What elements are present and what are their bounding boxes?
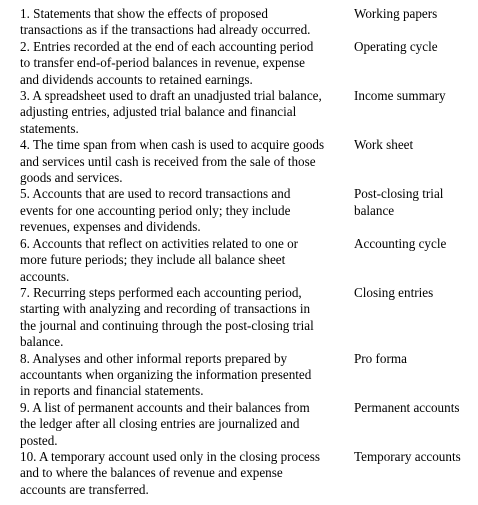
definition-line: 8. Analyses and other informal reports prepared by [20,350,288,366]
definition-line: revenues, expenses and dividends. [20,219,201,235]
term-line: Post-closing trial [354,186,444,202]
definition-line: 3. A spreadsheet used to draft an unadjusted trial balance, [20,88,322,104]
definition-line: 5. Accounts that are used to record transactions and [20,186,291,202]
term-text [353,285,476,301]
term-line: Accounting cycle [354,235,447,251]
definition-line: accounts. [20,268,70,284]
definition-line: transactions as if the transactions had already occurred. [20,22,311,38]
definition-text [20,285,353,351]
definition-text [20,449,353,498]
matching-row [20,88,476,137]
matching-row [20,351,476,400]
definition-line: 2. Entries recorded at the end of each accounting period [20,38,314,54]
definition-text [20,351,353,400]
term-text [353,351,476,367]
definition-text [20,400,353,449]
term-line: Work sheet [354,137,414,153]
term-line: Closing entries [354,284,434,300]
term-line: Working papers [354,6,438,21]
definition-line: 10. A temporary account used only in the closing process [20,448,320,464]
term-text [353,400,476,416]
definition-line: 6. Accounts that reflect on activities related to one or [20,235,299,251]
definition-line: posted. [20,432,58,448]
term-text [353,236,476,252]
term-text [353,186,476,219]
matching-row [20,137,476,186]
definition-text [20,39,353,88]
definition-line: accounts are transferred. [20,481,149,497]
definition-text [20,236,353,285]
term-text [353,39,476,55]
term-line: Pro forma [354,350,407,366]
matching-list [20,6,476,498]
definition-text [20,137,353,186]
matching-row [20,449,476,498]
term-text [353,137,476,153]
term-text [353,88,476,104]
definition-text [20,186,353,235]
term-line: Operating cycle [354,38,438,54]
definition-line: the journal and continuing through the post-closing trial [20,317,314,333]
definition-line: in reports and financial statements. [20,383,204,399]
definition-line: the ledger after all closing entries are journalized and [20,416,300,432]
definition-line: starting with analyzing and recording of transactions in [20,301,311,317]
definition-line: statements. [20,120,79,136]
definition-line: adjusting entries, adjusted trial balance and financial [20,104,297,120]
term-text [353,449,476,465]
matching-row [20,6,476,39]
definition-line: 4. The time span from when cash is used to acquire goods [20,137,325,153]
definition-line: accountants when organizing the information presented [20,366,312,382]
definition-line: 7. Recurring steps performed each accounting period, [20,284,302,300]
definition-text [20,88,353,137]
definition-line: and to where the balances of revenue and expense [20,465,283,481]
matching-row [20,236,476,285]
definition-line: balance. [20,334,64,350]
matching-row [20,285,476,351]
definition-line: events for one accounting period only; they include [20,202,291,218]
term-text [353,6,476,22]
definition-line: goods and services. [20,170,123,186]
term-line: balance [354,202,395,218]
matching-row [20,186,476,235]
definition-text [20,6,353,39]
definition-line: to transfer end-of-period balances in revenue, expense [20,55,305,71]
term-line: Temporary accounts [354,448,461,464]
definition-line: 9. A list of permanent accounts and their balances from [20,399,310,415]
matching-row [20,39,476,88]
term-line: Income summary [354,88,446,104]
definition-line: 1. Statements that show the effects of proposed [20,6,268,21]
term-line: Permanent accounts [354,399,460,415]
definition-line: and services until cash is received from the sale of those [20,153,316,169]
matching-row [20,400,476,449]
definition-line: and dividends accounts to retained earnings. [20,71,253,87]
definition-line: more future periods; they include all balance sheet [20,252,286,268]
